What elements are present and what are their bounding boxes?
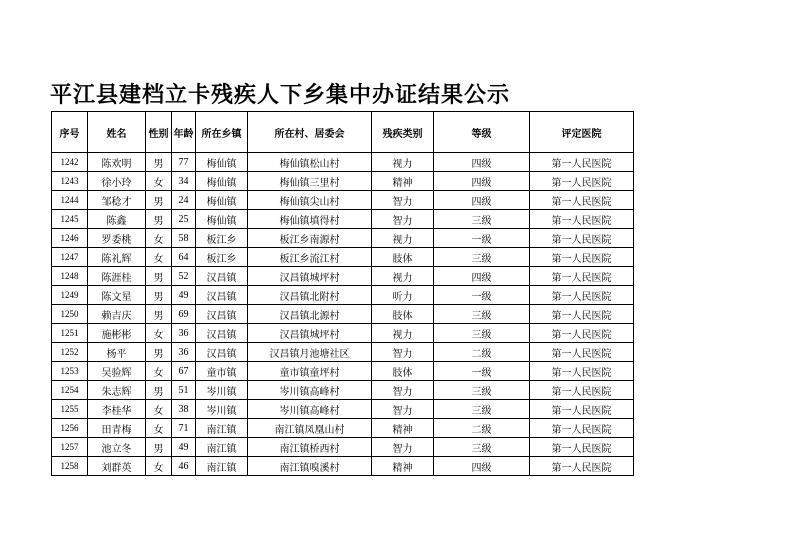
- village-cell: 南江镇凤凰山村: [248, 419, 372, 438]
- age-cell: 51: [172, 381, 196, 400]
- header-disability-type: 残疾类别: [372, 112, 434, 153]
- name-cell: 徐小玲: [88, 172, 146, 191]
- seq-cell: 1248: [52, 267, 88, 286]
- name-cell: 陈礼辉: [88, 248, 146, 267]
- disability-type-cell: 智力: [372, 343, 434, 362]
- disability-type-cell: 视力: [372, 324, 434, 343]
- age-cell: 36: [172, 324, 196, 343]
- disability-type-cell: 听力: [372, 286, 434, 305]
- table-row: [52, 419, 634, 438]
- name-cell: 池立冬: [88, 438, 146, 457]
- village-cell: 梅仙镇三里村: [248, 172, 372, 191]
- village-cell: 南江镇桥西村: [248, 438, 372, 457]
- hospital-cell: 第一人民医院: [530, 324, 634, 343]
- age-cell: 38: [172, 400, 196, 419]
- village-cell: 汉昌镇月池塘社区: [248, 343, 372, 362]
- hospital-cell: 第一人民医院: [530, 381, 634, 400]
- gender-cell: 男: [146, 153, 172, 172]
- grade-cell: 三级: [434, 210, 530, 229]
- page-title: 平江县建档立卡残疾人下乡集中办证结果公示: [50, 82, 511, 108]
- name-cell: 刘群英: [88, 457, 146, 476]
- hospital-cell: 第一人民医院: [530, 267, 634, 286]
- disability-type-cell: 视力: [372, 267, 434, 286]
- header-township: 所在乡镇: [196, 112, 248, 153]
- grade-cell: 一级: [434, 229, 530, 248]
- name-cell: 陈欢明: [88, 153, 146, 172]
- header-seq: 序号: [52, 112, 88, 153]
- township-cell: 梅仙镇: [196, 210, 248, 229]
- township-cell: 梅仙镇: [196, 172, 248, 191]
- disability-type-cell: 智力: [372, 381, 434, 400]
- grade-cell: 四级: [434, 153, 530, 172]
- age-cell: 46: [172, 457, 196, 476]
- township-cell: 梅仙镇: [196, 153, 248, 172]
- gender-cell: 男: [146, 286, 172, 305]
- age-cell: 24: [172, 191, 196, 210]
- age-cell: 71: [172, 419, 196, 438]
- age-cell: 52: [172, 267, 196, 286]
- disability-type-cell: 精神: [372, 172, 434, 191]
- age-cell: 64: [172, 248, 196, 267]
- name-cell: 赖吉庆: [88, 305, 146, 324]
- hospital-cell: 第一人民医院: [530, 286, 634, 305]
- name-cell: 陈文星: [88, 286, 146, 305]
- header-grade: 等级: [434, 112, 530, 153]
- age-cell: 36: [172, 343, 196, 362]
- seq-cell: 1250: [52, 305, 88, 324]
- village-cell: 汉昌镇北附村: [248, 286, 372, 305]
- village-cell: 梅仙镇松山村: [248, 153, 372, 172]
- village-cell: 童市镇童坪村: [248, 362, 372, 381]
- header-gender: 性别: [146, 112, 172, 153]
- table-row: [52, 305, 634, 324]
- seq-cell: 1243: [52, 172, 88, 191]
- township-cell: 板江乡: [196, 229, 248, 248]
- hospital-cell: 第一人民医院: [530, 172, 634, 191]
- name-cell: 罗委桃: [88, 229, 146, 248]
- grade-cell: 三级: [434, 400, 530, 419]
- header-hospital: 评定医院: [530, 112, 634, 153]
- grade-cell: 一级: [434, 286, 530, 305]
- age-cell: 34: [172, 172, 196, 191]
- township-cell: 童市镇: [196, 362, 248, 381]
- village-cell: 汉昌镇城坪村: [248, 324, 372, 343]
- seq-cell: 1251: [52, 324, 88, 343]
- township-cell: 南江镇: [196, 438, 248, 457]
- table-row: [52, 343, 634, 362]
- table-row: [52, 191, 634, 210]
- grade-cell: 二级: [434, 419, 530, 438]
- hospital-cell: 第一人民医院: [530, 419, 634, 438]
- table-row: [52, 286, 634, 305]
- table-row: [52, 438, 634, 457]
- hospital-cell: 第一人民医院: [530, 305, 634, 324]
- age-cell: 25: [172, 210, 196, 229]
- grade-cell: 四级: [434, 191, 530, 210]
- gender-cell: 女: [146, 172, 172, 191]
- grade-cell: 三级: [434, 305, 530, 324]
- hospital-cell: 第一人民医院: [530, 153, 634, 172]
- township-cell: 南江镇: [196, 457, 248, 476]
- seq-cell: 1255: [52, 400, 88, 419]
- seq-cell: 1242: [52, 153, 88, 172]
- name-cell: 田青梅: [88, 419, 146, 438]
- gender-cell: 女: [146, 400, 172, 419]
- seq-cell: 1256: [52, 419, 88, 438]
- township-cell: 岑川镇: [196, 400, 248, 419]
- seq-cell: 1253: [52, 362, 88, 381]
- hospital-cell: 第一人民医院: [530, 191, 634, 210]
- grade-cell: 四级: [434, 267, 530, 286]
- disability-type-cell: 智力: [372, 210, 434, 229]
- hospital-cell: 第一人民医院: [530, 248, 634, 267]
- disability-type-cell: 肢体: [372, 362, 434, 381]
- table-row: [52, 457, 634, 476]
- age-cell: 69: [172, 305, 196, 324]
- township-cell: 汉昌镇: [196, 286, 248, 305]
- table-row: [52, 172, 634, 191]
- grade-cell: 四级: [434, 457, 530, 476]
- name-cell: 施彬彬: [88, 324, 146, 343]
- seq-cell: 1258: [52, 457, 88, 476]
- township-cell: 汉昌镇: [196, 343, 248, 362]
- disability-type-cell: 智力: [372, 438, 434, 457]
- gender-cell: 女: [146, 419, 172, 438]
- table-row: [52, 248, 634, 267]
- hospital-cell: 第一人民医院: [530, 210, 634, 229]
- township-cell: 岑川镇: [196, 381, 248, 400]
- name-cell: 杨平: [88, 343, 146, 362]
- disability-type-cell: 肢体: [372, 248, 434, 267]
- table-row: [52, 400, 634, 419]
- gender-cell: 女: [146, 457, 172, 476]
- age-cell: 49: [172, 438, 196, 457]
- gender-cell: 男: [146, 343, 172, 362]
- grade-cell: 三级: [434, 381, 530, 400]
- disability-type-cell: 视力: [372, 229, 434, 248]
- hospital-cell: 第一人民医院: [530, 362, 634, 381]
- gender-cell: 女: [146, 324, 172, 343]
- hospital-cell: 第一人民医院: [530, 229, 634, 248]
- table-row: [52, 381, 634, 400]
- village-cell: 梅仙镇尖山村: [248, 191, 372, 210]
- seq-cell: 1244: [52, 191, 88, 210]
- disability-type-cell: 智力: [372, 400, 434, 419]
- table-row: [52, 362, 634, 381]
- header-name: 姓名: [88, 112, 146, 153]
- table-row: [52, 229, 634, 248]
- village-cell: 板江乡流江村: [248, 248, 372, 267]
- table-row: [52, 267, 634, 286]
- gender-cell: 男: [146, 191, 172, 210]
- village-cell: 汉昌镇城坪村: [248, 267, 372, 286]
- disability-type-cell: 精神: [372, 457, 434, 476]
- seq-cell: 1257: [52, 438, 88, 457]
- gender-cell: 女: [146, 229, 172, 248]
- seq-cell: 1254: [52, 381, 88, 400]
- gender-cell: 女: [146, 248, 172, 267]
- name-cell: 陈涯桂: [88, 267, 146, 286]
- grade-cell: 二级: [434, 343, 530, 362]
- village-cell: 板江乡南源村: [248, 229, 372, 248]
- township-cell: 梅仙镇: [196, 191, 248, 210]
- name-cell: 李桂华: [88, 400, 146, 419]
- township-cell: 汉昌镇: [196, 267, 248, 286]
- hospital-cell: 第一人民医院: [530, 457, 634, 476]
- gender-cell: 男: [146, 210, 172, 229]
- age-cell: 67: [172, 362, 196, 381]
- village-cell: 汉昌镇北源村: [248, 305, 372, 324]
- village-cell: 南江镇嗅溪村: [248, 457, 372, 476]
- township-cell: 汉昌镇: [196, 305, 248, 324]
- grade-cell: 一级: [434, 362, 530, 381]
- age-cell: 49: [172, 286, 196, 305]
- table-row: [52, 153, 634, 172]
- results-table: [51, 111, 634, 476]
- age-cell: 77: [172, 153, 196, 172]
- name-cell: 吴验辉: [88, 362, 146, 381]
- grade-cell: 三级: [434, 248, 530, 267]
- gender-cell: 男: [146, 267, 172, 286]
- hospital-cell: 第一人民医院: [530, 400, 634, 419]
- seq-cell: 1246: [52, 229, 88, 248]
- seq-cell: 1245: [52, 210, 88, 229]
- village-cell: 岑川镇高峰村: [248, 381, 372, 400]
- header-age: 年龄: [172, 112, 196, 153]
- township-cell: 南江镇: [196, 419, 248, 438]
- township-cell: 板江乡: [196, 248, 248, 267]
- table-header-row: [52, 112, 634, 153]
- seq-cell: 1247: [52, 248, 88, 267]
- name-cell: 陈鑫: [88, 210, 146, 229]
- gender-cell: 男: [146, 381, 172, 400]
- village-cell: 梅仙镇填得村: [248, 210, 372, 229]
- village-cell: 岑川镇高峰村: [248, 400, 372, 419]
- disability-type-cell: 智力: [372, 191, 434, 210]
- grade-cell: 三级: [434, 324, 530, 343]
- grade-cell: 四级: [434, 172, 530, 191]
- gender-cell: 男: [146, 438, 172, 457]
- hospital-cell: 第一人民医院: [530, 343, 634, 362]
- age-cell: 58: [172, 229, 196, 248]
- name-cell: 朱志辉: [88, 381, 146, 400]
- table-row: [52, 324, 634, 343]
- gender-cell: 男: [146, 305, 172, 324]
- grade-cell: 三级: [434, 438, 530, 457]
- disability-type-cell: 视力: [372, 153, 434, 172]
- disability-type-cell: 肢体: [372, 305, 434, 324]
- seq-cell: 1249: [52, 286, 88, 305]
- township-cell: 汉昌镇: [196, 324, 248, 343]
- table-row: [52, 210, 634, 229]
- header-village: 所在村、居委会: [248, 112, 372, 153]
- disability-type-cell: 精神: [372, 419, 434, 438]
- name-cell: 邹稔才: [88, 191, 146, 210]
- seq-cell: 1252: [52, 343, 88, 362]
- gender-cell: 女: [146, 362, 172, 381]
- hospital-cell: 第一人民医院: [530, 438, 634, 457]
